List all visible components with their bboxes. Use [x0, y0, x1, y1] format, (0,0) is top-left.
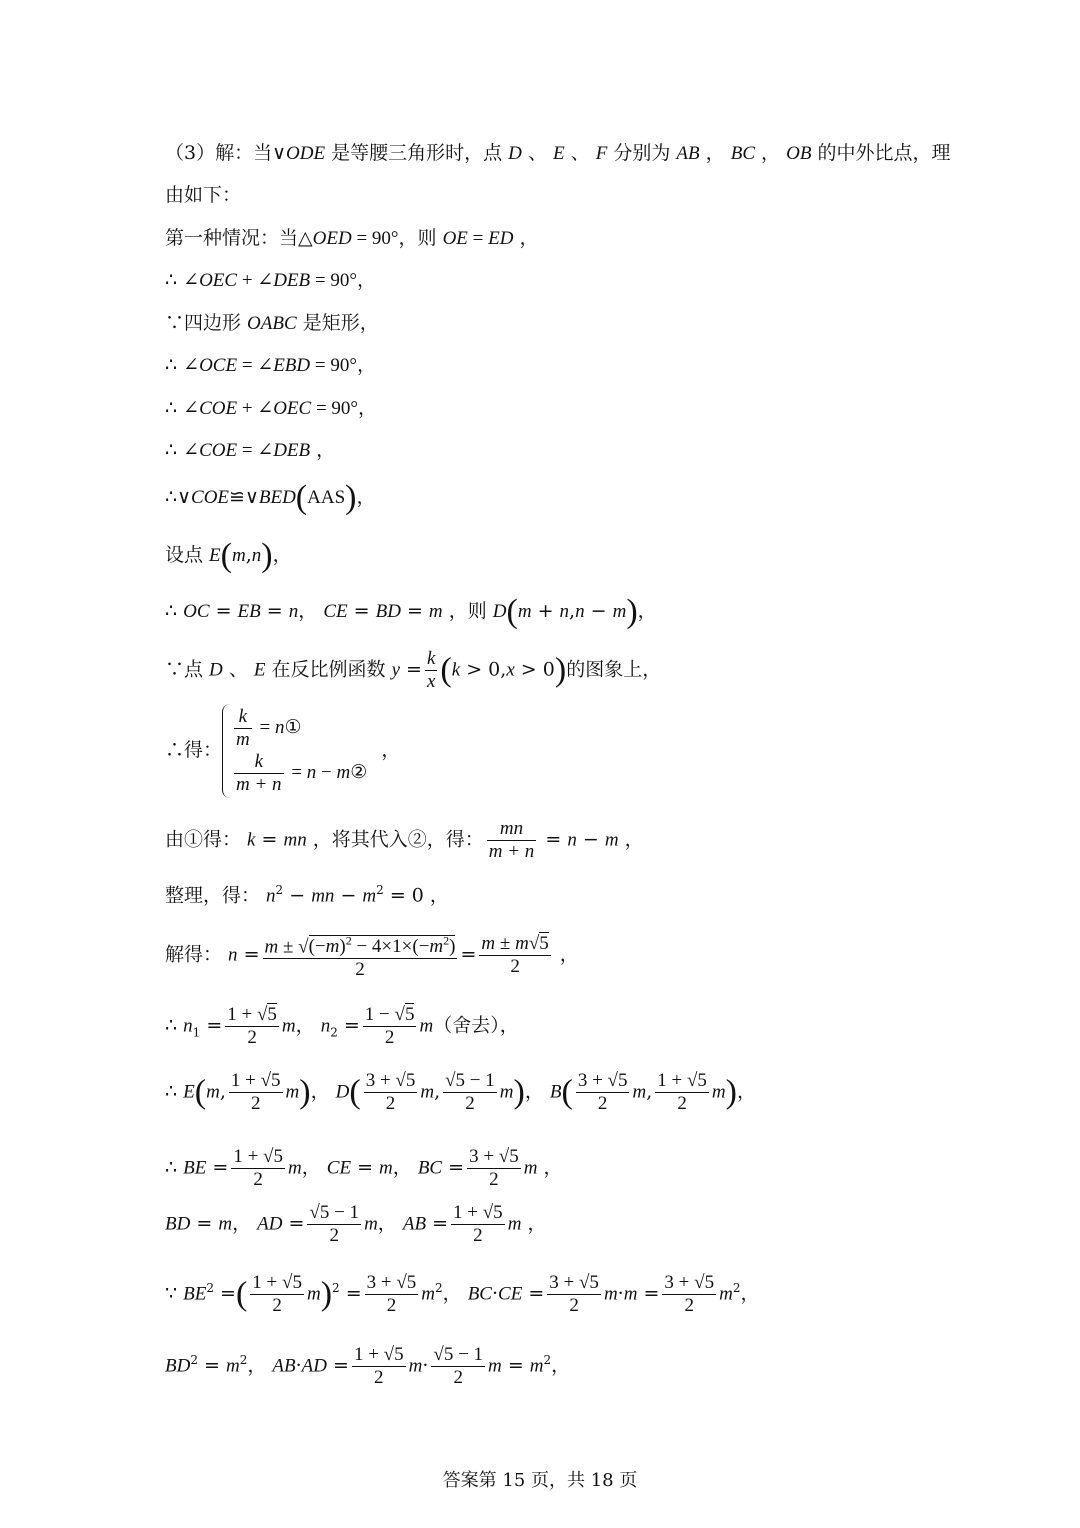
- solution-line: ∴∨COE≌∨BED(AAS)，: [165, 479, 376, 516]
- solution-line: ∴ OC = EB = n， CE = BD = m ，则 D(m + n,n − m)，: [165, 593, 657, 630]
- solution-line: 整理，得： $n^2$ − mn − $m^2 = 0$ ，: [165, 883, 449, 907]
- equation-system: ∴得： $\frac{k}{m}$ = n① $\frac{k}{m + n}$ = n − m② ，: [165, 704, 400, 798]
- page-footer: 答案第 15 页，共 18 页: [442, 1470, 638, 1491]
- text-run: （3）解：当: [165, 142, 273, 164]
- solution-line: ∴ BE = $\frac{1 + √5}{2}$ m， CE = m， BC = $\frac{3 + √5}{2}$ m ，: [165, 1146, 563, 1190]
- solution-line: BD = m， AD = $\frac{√5 - 1}{2}$ m， AB = $\frac{1 + √5}{2}$ m ，: [165, 1202, 547, 1246]
- solution-line: ∴ ∠COE + ∠OEC = 90°，: [165, 397, 378, 419]
- solution-line: ∵ $BE^2$ =( $\frac{1 + √5}{2}$ m)$^2$ = $\frac{3 + √5}{2}$ $m^2$， BC·CE = $\frac{3 + √5}{2}$ m·m = $\frac{3 + √5}{2}$ $m^2$，: [165, 1272, 760, 1316]
- solution-line: 第一种情况：当△OED = 90°，则 OE = ED ，: [165, 227, 539, 249]
- solution-line: 由如下：: [165, 184, 242, 206]
- solution-line: 由①得： k = mn ，将其代入②，得： $\frac{mn}{m + n}$ = n − m ，: [165, 818, 644, 862]
- solution-line: ∴ $n_1$ = $\frac{1 + √5}{2}$ m， $n_2$ = $\frac{1 - √5}{2}$ m（舍去），: [165, 1004, 519, 1048]
- solution-line: ∵四边形 OABC 是矩形，: [165, 312, 379, 334]
- solution-line: ∴ E(m, $\frac{1 + √5}{2}$ m)， D( $\frac{3 + √5}{2}$ m, $\frac{√5 - 1}{2}$ m)， B( $\frac{3 + √5}{2}$ m, $\frac{1 + √5}{2}$ m)，: [165, 1070, 756, 1114]
- solution-line: ∴ ∠OEC + ∠DEB = 90°，: [165, 269, 376, 291]
- solution-line: ∴ ∠COE = ∠DEB ，: [165, 439, 336, 461]
- solution-line: 设点 E(m,n)，: [165, 537, 292, 574]
- solution-line: 解得： n = $\frac{m \pm √(-m)^2 - 4\times 1\times(-m^2)}{2}$ = $\frac{m \pm m√5}{2}$ ，: [165, 930, 579, 981]
- fraction: $\frac{k}{x}$: [426, 648, 436, 692]
- solution-line: ∴ ∠OCE = ∠EBD = 90°，: [165, 354, 376, 376]
- solution-line: ∵点 D 、 E 在反比例函数 y = $\frac{k}{x}$ (k > 0,x > 0)的图象上，: [165, 648, 662, 692]
- solution-line: （3）解：当∨ODE 是等腰三角形时，点 D 、 E 、 F 分别为 AB ， BC ， OB 的中外比点，理: [165, 142, 951, 164]
- solution-line: $BD^2 = m^2$， AB·AD = $\frac{1 + √5}{2}$ m· $\frac{√5 - 1}{2}$ $m = m^2$，: [165, 1344, 571, 1388]
